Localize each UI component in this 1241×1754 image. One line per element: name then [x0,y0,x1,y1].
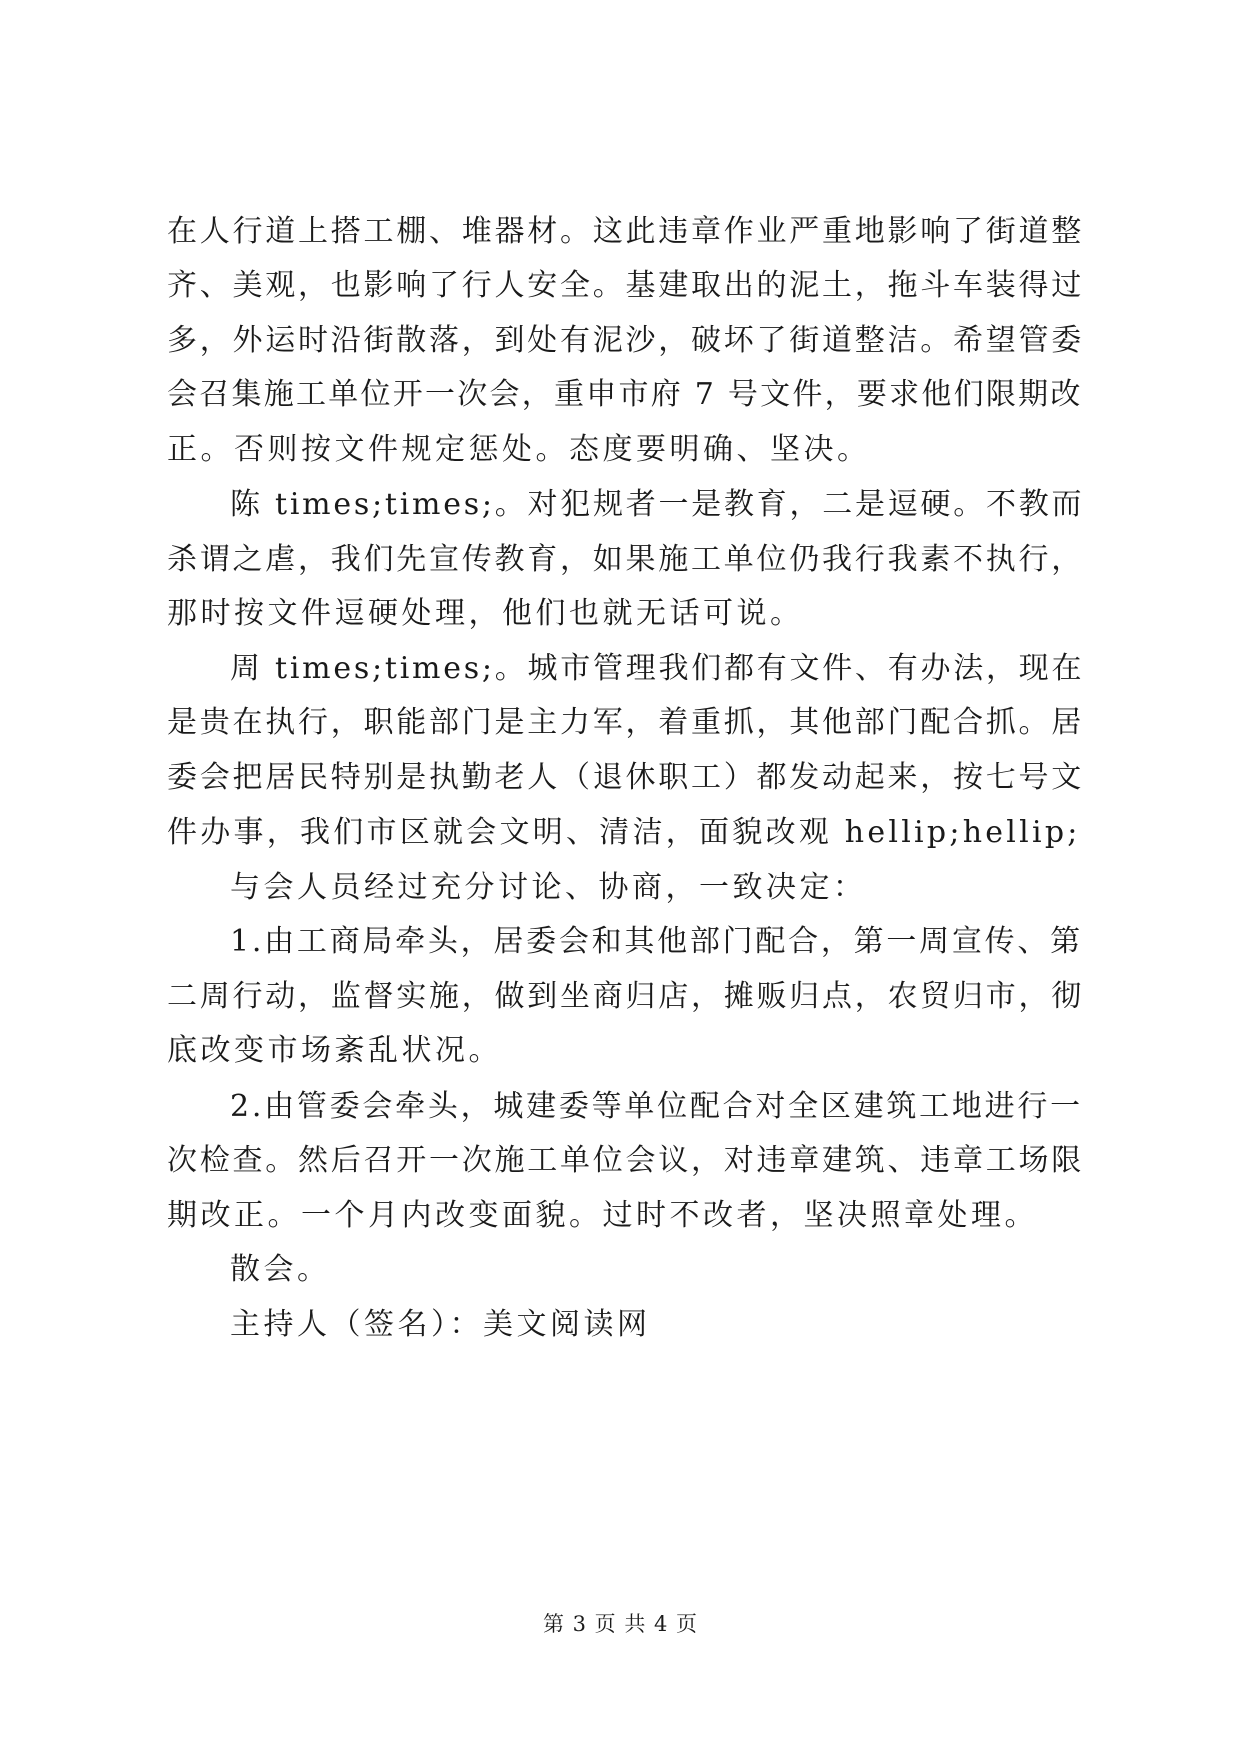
text-line-1: 在人行道上搭工棚、堆器材。这此违章作业严重地影响了街道整 [167,214,1084,249]
text-line-15: 二周行动，监督实施，做到坐商归店，摊贩归点，农贸归市，彻 [167,979,1084,1014]
text-line-11: 委会把居民特别是执勤老人（退休职工）都发动起来，按七号文 [167,760,1084,795]
text-line-16: 底改变市场紊乱状况。 [167,1033,502,1068]
text-line-17: 2.由管委会牵头，城建委等单位配合对全区建筑工地进行一 [230,1089,1083,1124]
text-line-5: 正。否则按文件规定惩处。态度要明确、坚决。 [167,432,871,467]
text-line-10: 是贵在执行，职能部门是主力军，着重抓，其他部门配合抓。居 [167,705,1084,740]
text-line-19: 期改正。一个月内改变面貌。过时不改者，坚决照章处理。 [167,1198,1038,1233]
text-line-6: 陈 times;times;。对犯规者一是教育，二是逗硬。不教而 [230,487,1085,522]
text-line-13: 与会人员经过充分讨论、协商，一致决定： [230,870,867,905]
text-line-4: 会召集施工单位开一次会，重申市府 7 号文件，要求他们限期改 [167,377,1083,412]
text-line-2: 齐、美观，也影响了行人安全。基建取出的泥土，拖斗车装得过 [167,268,1084,303]
text-line-20: 散会。 [230,1252,331,1287]
text-line-8: 那时按文件逗硬处理，他们也就无话可说。 [167,596,804,631]
text-line-21: 主持人（签名）：美文阅读网 [230,1307,651,1342]
text-line-18: 次检查。然后召开一次施工单位会议，对违章建筑、违章工场限 [167,1143,1084,1178]
text-line-14: 1.由工商局牵头，居委会和其他部门配合，第一周宣传、第 [230,924,1083,959]
text-line-12: 件办事，我们市区就会文明、清洁，面貌改观 hellip;hellip; [167,815,1081,850]
text-line-3: 多，外运时沿街散落，到处有泥沙，破坏了街道整洁。希望管委 [167,323,1084,358]
text-line-9: 周 times;times;。城市管理我们都有文件、有办法，现在 [230,651,1085,686]
page-footer: 第 3 页 共 4 页 [542,1612,699,1636]
text-line-7: 杀谓之虐，我们先宣传教育，如果施工单位仍我行我素不执行， [167,542,1084,577]
